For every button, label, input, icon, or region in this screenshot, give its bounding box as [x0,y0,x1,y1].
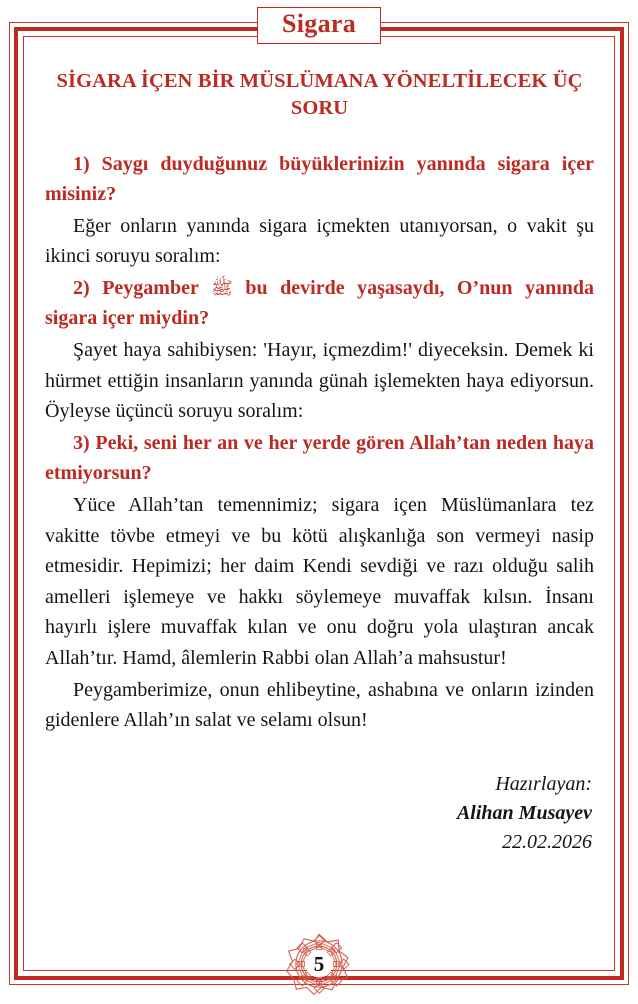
document-content [45,68,594,857]
closing-dua-paragraph: Yüce Allah’tan temennimiz; sigara içen Müslümanlara tez vakitte tövbe etmeyi ve bu kötü alışkanlığa son vermeyi nasip etmesidir. Hepimizi; her daim Kendi sevdiği ve razı olduğu salih amelleri işlemeye ve hakkı söylemeye muvaffak kılsın. İnsanı hayırlı işlere muvaffak kılan ve onu doğru yola ulaştıran ancak Allah’tır. Hamd, âlemlerin Rabbi olan Allah’a mahsustur! [45,494,594,669]
question-two-text-after: bu devirde yaşasaydı, O’nun yanında sigara içer miydin? [45,276,595,330]
footer-page-ornament [286,931,352,997]
answer-two-paragraph: Şayet haya sahibiysen: 'Hayır, içmezdim!' diyeceksin. Demek ki hürmet ettiğin insanların yanında günah işlemekten haya ediyorsun. Öyleyse üçüncü soruyu soralım: [45,339,594,423]
salutation-paragraph: Peygamberimize, onun ehlibeytine, ashabına ve onların izinden gidenlere Allah’ın salat ve selamı olsun! [45,678,594,732]
question-two-text-before: 2) Peygamber [73,276,212,299]
page-number-disc [306,951,333,978]
question-two-paragraph [45,273,594,334]
sallallahu-alayhi-wasallam-icon: ﷺ [211,277,233,299]
question-three-paragraph: 3) Peki, seni her an ve her yerde gören Allah’tan neden haya etmiyorsun? [45,431,594,485]
chapter-header-tab [257,7,381,44]
signature-date: 22.02.2026 [502,830,592,853]
page-title: SİGARA İÇEN BİR MÜSLÜMANA YÖNELTİLECEK ÜÇ SORU [56,70,583,120]
prepared-by-label: Hazırlayan: [495,772,592,795]
author-name: Alihan Musayev [456,801,592,824]
answer-one-paragraph: Eğer onların yanında sigara içmekten utanıyorsan, o vakit şu ikinci soruyu soralım: [45,214,594,268]
chapter-header-label: Sigara [281,9,357,38]
question-one-paragraph: 1) Saygı duyduğunuz büyüklerinizin yanında sigara içer misiniz? [45,152,594,206]
signature-block [45,770,594,857]
page-number: 5 [313,951,325,976]
